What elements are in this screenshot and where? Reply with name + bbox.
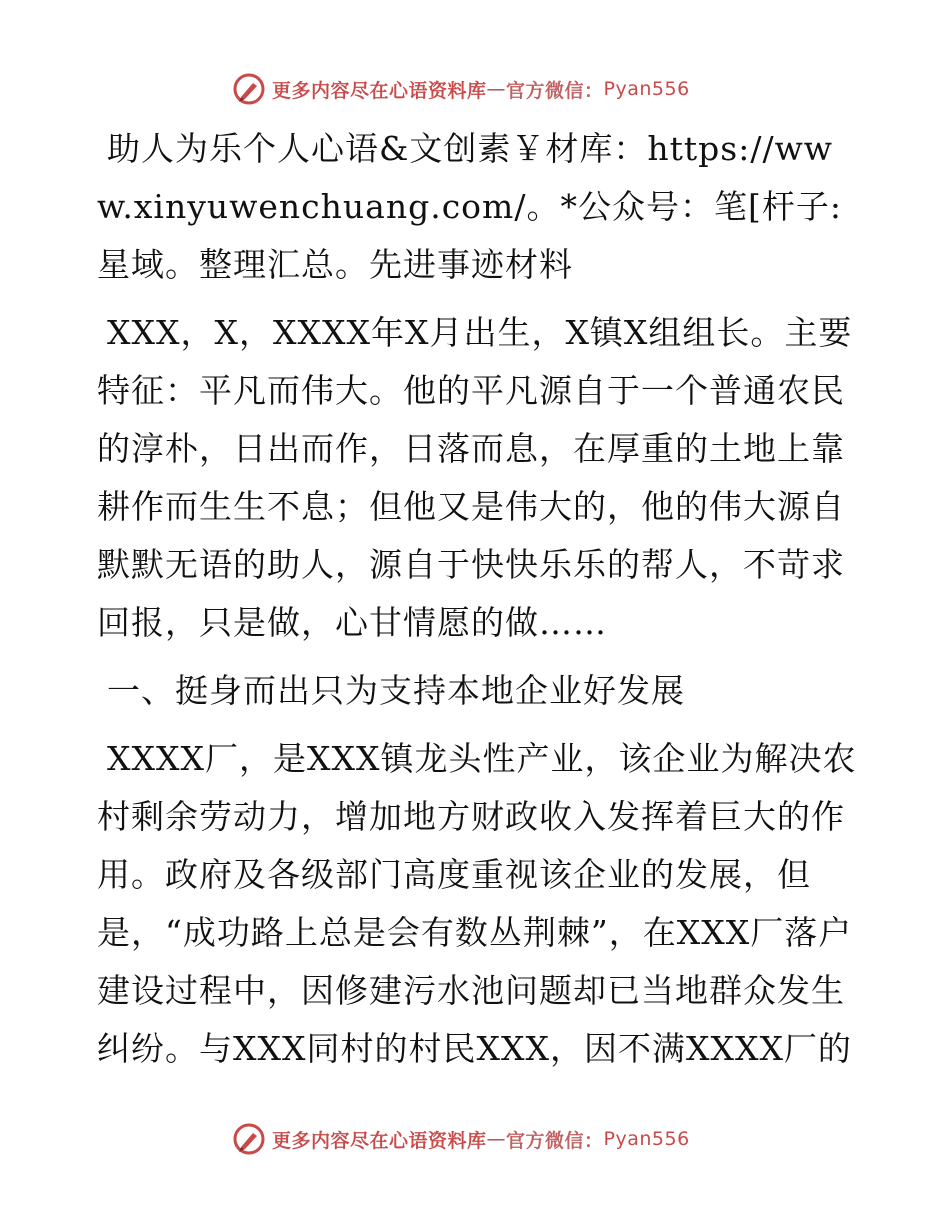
watermark-separator: — [486, 1128, 507, 1150]
watermark-official-label: 官方微信： [506, 1129, 604, 1152]
document-body [97, 120, 857, 1088]
profile-paragraph: XXX，X，XXXX年X月出生，X镇X组组长。主要特征：平凡而伟大。他的平凡源自于一个普通农民的淳朴，日出而作，日落而息，在厚重的土地上靠耕作而生生不息；但他又是伟大的，他的伟大源自默默无语的助人，源自于快快乐乐的帮人，不苛求回报，只是做，心甘情愿的做…… [97, 313, 853, 642]
watermark-main-text: 更多内容尽在心语资料库 [272, 79, 487, 102]
pen-logo-icon [232, 72, 266, 106]
watermark-official-label: 官方微信： [506, 79, 604, 102]
watermark-separator: — [486, 78, 507, 100]
footer-watermark [232, 1122, 690, 1156]
intro-paragraph: 助人为乐个人心语&文创素￥材库：https://www.xinyuwenchuang.com/。*公众号：笔[杆子:星域。整理汇总。先进事迹材料 [97, 129, 842, 284]
section-heading: 一、挺身而出只为支持本地企业好发展 [107, 671, 685, 710]
pen-logo-icon [232, 1122, 266, 1156]
watermark-wechat-id: Pyan556 [603, 78, 690, 100]
watermark-main-text: 更多内容尽在心语资料库 [272, 1129, 487, 1152]
section-paragraph: XXXX厂，是XXX镇龙头性产业，该企业为解决农村剩余劳动力，增加地方财政收入发挥着巨大的作用。政府及各级部门高度重视该企业的发展，但是，“成功路上总是会有数丛荆棘”，在XXX厂落户建设过程中，因修建污水池问题却已当地群众发生纠纷。与XXX同村的村民XXX，因不满XXXX厂的 [97, 739, 857, 1068]
header-watermark [232, 72, 690, 106]
watermark-wechat-id: Pyan556 [603, 1128, 690, 1150]
